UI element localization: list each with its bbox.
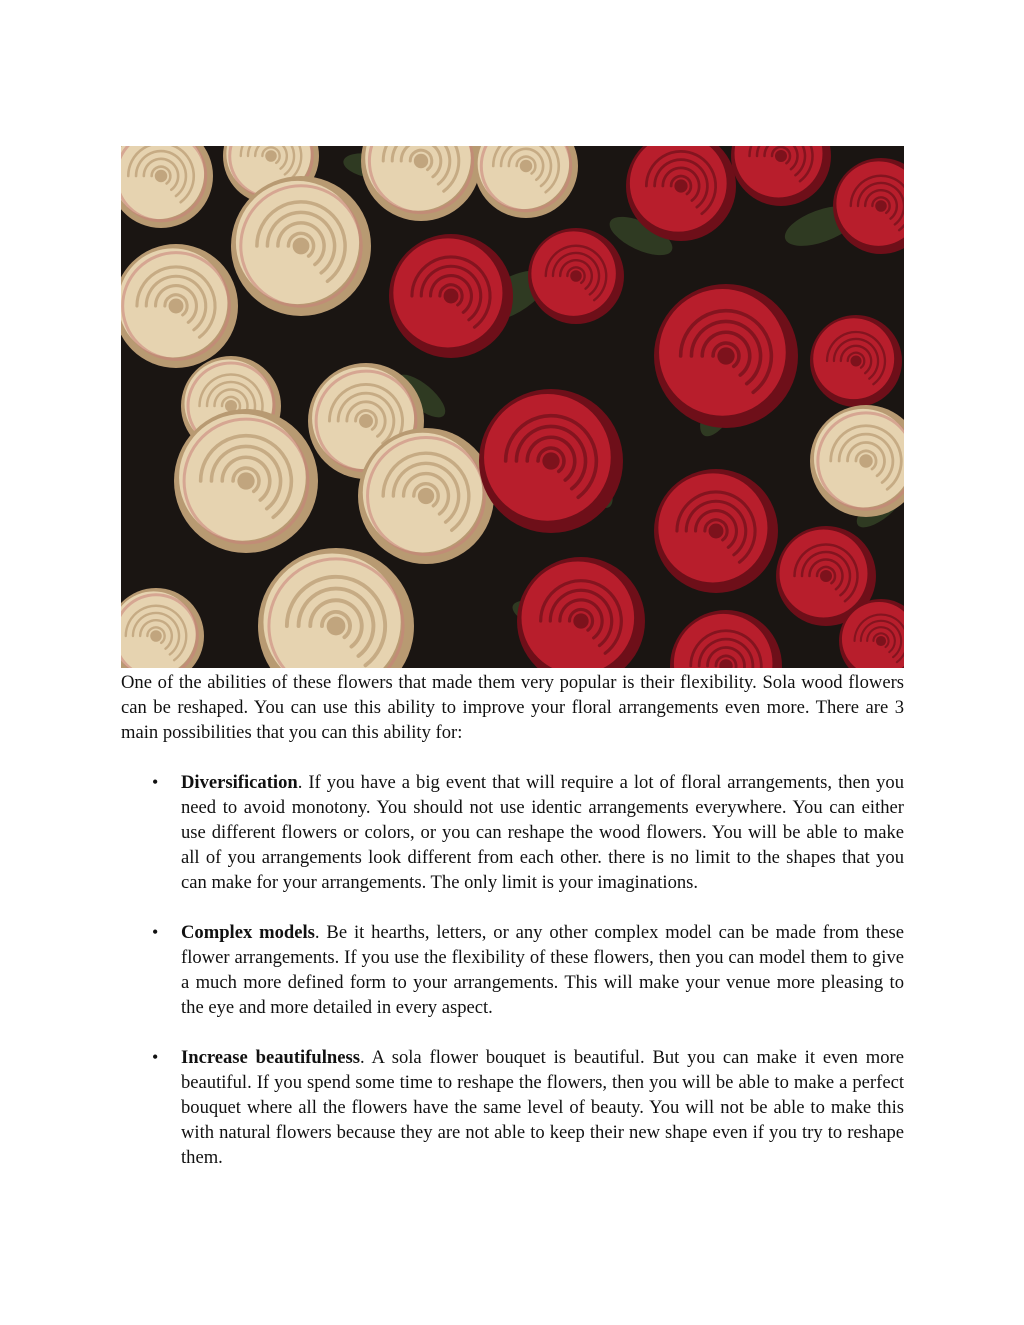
item-title: Increase beautifulness [181,1047,360,1068]
red-rose [528,228,624,324]
bullet-icon: • [152,1047,159,1067]
item-title: Diversification [181,772,298,793]
red-rose [810,315,902,407]
possibilities-list [121,770,904,1170]
cream-rose [174,409,318,553]
item-text: . If you have a big event that will require a lot of floral arrangements, then you need to avoid monotony. You should not use identic arrangements everywhere. You can either use different flowers or colors, or you can reshape the wood flowers. You will be able to make all of you arrangements look different from each other. there is no limit to the shapes that you can make for your arrangements. The only limit is your imaginations. [181,772,904,893]
list-item-increase-beautifulness [121,1045,904,1170]
red-rose [654,469,778,593]
intro-paragraph: One of the abilities of these flowers that made them very popular is their flexibility. Sola wood flowers can be reshaped. You can use this ability to improve your floral arrangements even more. There are 3 main possibilities that you can this ability for: [121,672,904,743]
red-rose [389,234,513,358]
red-rose [654,284,798,428]
bullet-icon: • [152,922,159,942]
bullet-icon: • [152,772,159,792]
roses-photo [121,146,904,668]
item-title: Complex models [181,922,315,943]
cream-rose [231,176,371,316]
item-text: . A sola flower bouquet is beautiful. But you can make it even more beautiful. If you spend some time to reshape the flowers, then you will be able to make a perfect bouquet where all the flowers have the same level of beauty. You will not be able to make this with natural flowers because they are not able to keep their new shape even if you try to reshape them. [181,1047,904,1168]
roses-illustration [121,146,904,668]
item-text: . Be it hearths, letters, or any other complex model can be made from these flower arrangements. If you use the flexibility of these flowers, then you can model them to give a much more defined form to your arrangements. This will make your venue more pleasing to the eye and more detailed in every aspect. [181,922,905,1018]
red-rose [479,389,623,533]
document-page [121,146,904,1195]
cream-rose [358,428,494,564]
list-item-diversification [121,770,904,895]
list-item-complex-models [121,920,904,1020]
